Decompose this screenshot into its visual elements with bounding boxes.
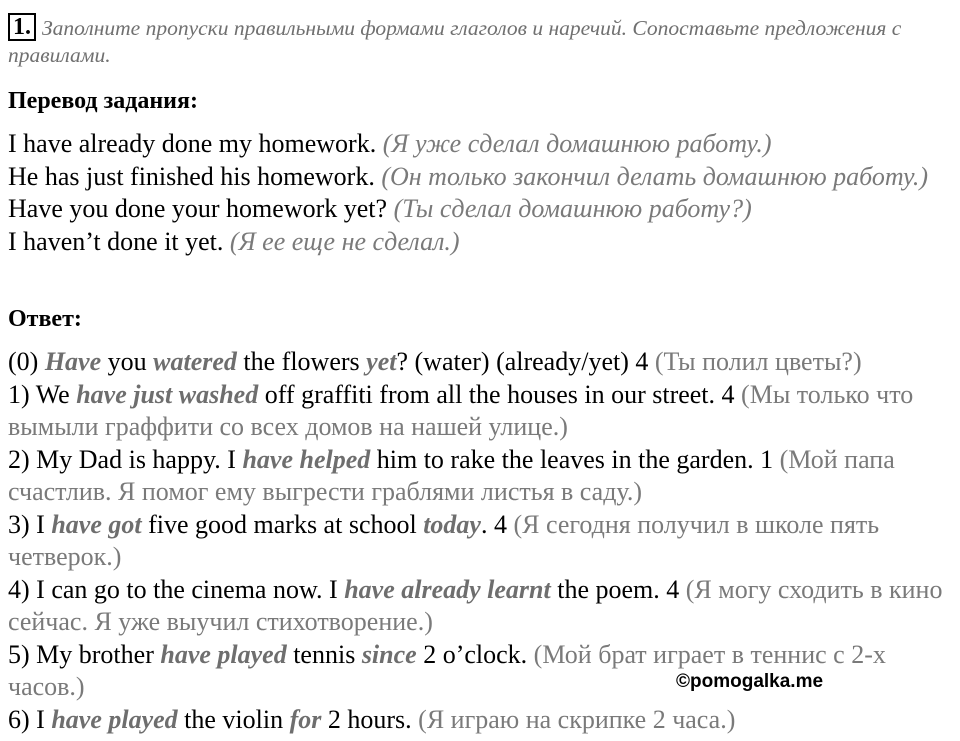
answer-highlight: have just washed: [76, 379, 259, 409]
answer-text: (0): [8, 347, 39, 376]
answer-item: [8, 574, 953, 639]
task-number: 1.: [8, 13, 36, 41]
answer-text: tennis: [293, 639, 356, 669]
answer-highlight: today: [423, 509, 481, 539]
answer-text: the flowers: [243, 347, 360, 376]
answer-text: you: [107, 347, 147, 376]
russian-translation: (Я играю на скрипке 2 часа.): [418, 704, 736, 734]
answer-text: 2) My Dad is happy. I: [8, 444, 236, 474]
english-sentence: He has just finished his homework.: [8, 161, 375, 191]
answer-highlight: for: [289, 704, 322, 734]
answer-item: [8, 509, 953, 574]
russian-translation: (Я сегодня получил в школе пять четверок.): [8, 509, 880, 571]
translation-title: Перевод задания:: [8, 88, 198, 114]
answer-text: 4) I can go to the cinema now. I: [8, 574, 338, 604]
russian-translation: (Мы только что вымыли граффити со всех домов на нашей улице.): [8, 379, 914, 441]
answer-item: [8, 444, 953, 509]
russian-translation: (Я уже сделал домашнюю работу.): [382, 129, 772, 158]
answer-text: ? (water) (already/yet) 4: [396, 347, 649, 376]
answer-highlight: have already learnt: [344, 574, 551, 604]
answer-highlight: have played: [160, 639, 287, 669]
english-sentence: I have already done my homework.: [8, 129, 377, 158]
answer-highlight: since: [361, 639, 417, 669]
answer-text: 5) My brother: [8, 639, 154, 669]
answer-title: Ответ:: [8, 306, 82, 332]
answer-text: 1) We: [8, 379, 70, 409]
answer-highlight: watered: [153, 347, 237, 376]
watermark: ©pomogalka.me: [676, 671, 824, 692]
russian-translation: (Мой брат играет в теннис с 2-х часов.): [8, 639, 886, 701]
answer-item: [8, 346, 953, 379]
answer-highlight: have played: [51, 704, 178, 734]
russian-translation: (Я ее еще не сделал.): [229, 226, 460, 256]
answer-text: off graffiti from all the houses in our street. 4: [264, 379, 735, 409]
answer-text: 2 o’clock.: [423, 639, 528, 669]
answer-text: the poem. 4: [557, 574, 680, 604]
translation-block: [8, 128, 953, 258]
answer-text: him to rake the leaves in the garden. 1: [376, 444, 774, 474]
task-header: [8, 13, 938, 69]
answer-item: [8, 379, 953, 444]
answer-text: 6) I: [8, 704, 45, 734]
russian-translation: (Он только закончил делать домашнюю работу.): [381, 161, 929, 191]
english-sentence: I haven’t done it yet.: [8, 226, 224, 256]
answer-text: . 4: [480, 509, 507, 539]
translation-line: [8, 226, 953, 259]
russian-translation: (Ты сделал домашнюю работу?): [393, 194, 752, 223]
answer-item: [8, 704, 953, 737]
english-sentence: Have you done your homework yet?: [8, 194, 388, 223]
task-instruction: Заполните пропуски правильными формами глаголов и наречий. Сопоставьте предложения с правилами.: [8, 16, 902, 67]
answer-text: 2 hours.: [327, 704, 412, 734]
translation-line: [8, 193, 953, 226]
answer-highlight: have got: [51, 509, 142, 539]
russian-translation: (Мой папа счастлив. Я помог ему выгрести граблями листья в саду.): [8, 444, 895, 506]
answer-highlight: have helped: [242, 444, 371, 474]
answer-highlight: Have: [44, 347, 102, 376]
answer-text: 3) I: [8, 509, 45, 539]
answer-text: five good marks at school: [148, 509, 417, 539]
answer-highlight: yet: [366, 347, 397, 376]
translation-line: [8, 161, 953, 194]
russian-translation: (Ты полил цветы?): [654, 347, 862, 376]
translation-line: [8, 128, 953, 161]
russian-translation: (Я могу сходить в кино сейчас. Я уже выучил стихотворение.): [8, 574, 943, 636]
answer-text: the violin: [184, 704, 284, 734]
